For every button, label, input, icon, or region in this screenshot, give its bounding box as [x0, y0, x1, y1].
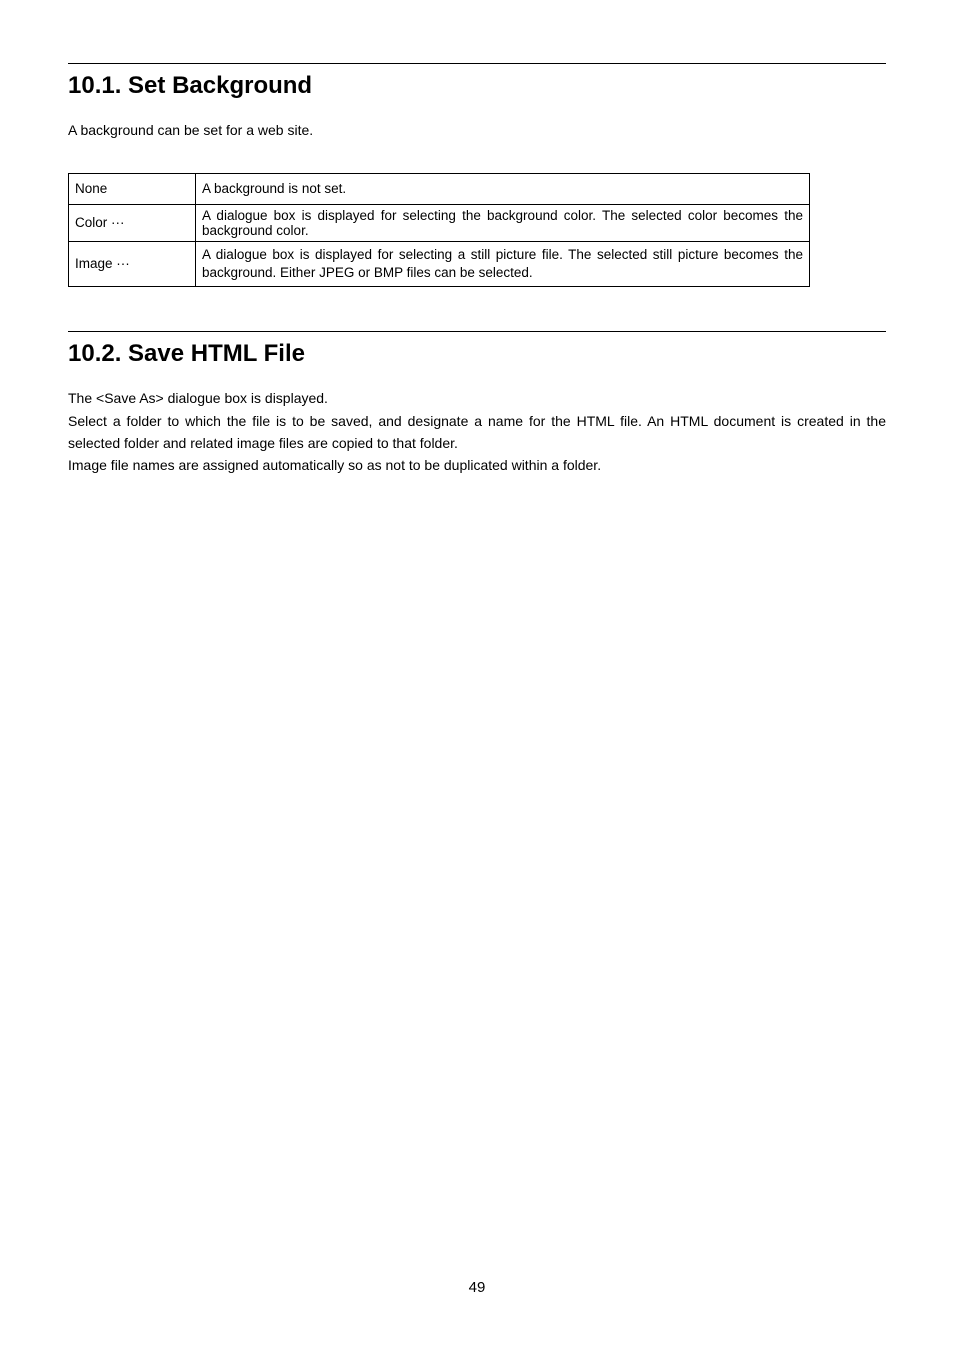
table-row	[69, 205, 810, 242]
paragraph: Select a folder to which the file is to be saved, and designate a name for the HTML file. An HTML document is created in the selected folder and related image files are copied to that folder.	[68, 413, 886, 451]
section-divider	[68, 63, 886, 64]
section-set-background	[68, 63, 886, 280]
section-divider	[68, 331, 886, 332]
section-heading: 10.1. Set Background	[68, 72, 313, 99]
background-options-table	[68, 173, 810, 287]
section-intro: A background can be set for a web site.	[68, 122, 314, 138]
option-name: Color ···	[69, 205, 196, 242]
section-save-html-file	[68, 331, 886, 473]
option-description: A dialogue box is displayed for selecting the background color. The selected color becomes the background color.	[196, 205, 810, 242]
option-name: None	[69, 174, 196, 205]
table-row	[69, 174, 810, 205]
option-description: A background is not set.	[196, 174, 810, 205]
option-description: A dialogue box is displayed for selecting a still picture file. The selected still picture becomes the background. Either JPEG or BMP files can be selected.	[196, 242, 810, 287]
table-row	[69, 242, 810, 287]
paragraph: The <Save As> dialogue box is displayed.	[68, 390, 328, 406]
section-heading: 10.2. Save HTML File	[68, 340, 305, 367]
option-name: Image ···	[69, 242, 196, 287]
page-number: 49	[468, 1279, 486, 1296]
paragraph: Image file names are assigned automatically so as not to be duplicated within a folder.	[68, 457, 602, 473]
